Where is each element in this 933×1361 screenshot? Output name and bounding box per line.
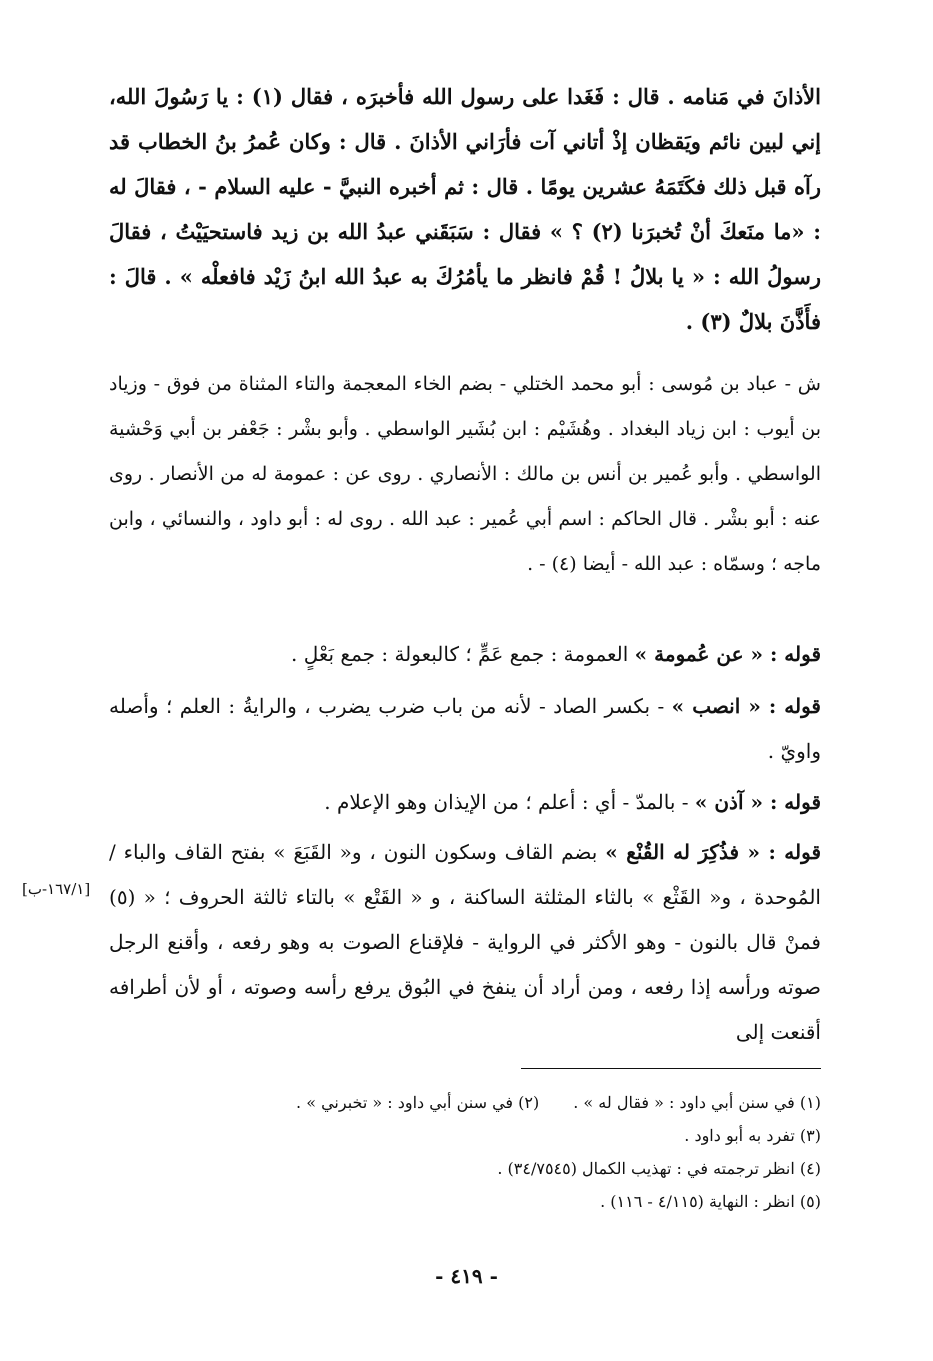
footnote: (٤) انظر ترجمته في : تهذيب الكمال (٣٤/٧٥٤٥) . [497,1159,821,1178]
commentary-text: العمومة : جمع عَمٍّ ؛ كالبعولة : جمع بَعْلٍ . [290,642,635,666]
footnote-separator [521,1068,821,1069]
footnotes [109,1086,821,1218]
commentary-lead: قوله : « انصب » [671,694,821,718]
footnote: (١) في سنن أبي داود : « فقال له » . [573,1093,821,1112]
commentary-paragraph [109,684,821,774]
commentary-text: بضم القاف وسكون النون ، و« القَبَعَ » بفتح القاف والباء / المُوحدة ، و« القَثْع » بالثاء المثلثة الساكنة ، و « القَتْع » بالتاء ثالثة الحروف ؛ « (٥) فمنْ قال بالنون - وهو الأكثر في الرواية - فلإقناع الصوت به وهو رفعه ، وأقنع الرجل صوته ورأسه إذا رفعه ، ومن أراد أن ينفخ في البُوق يرفع رأسه وصوته ، أو لأن أطرافه أقنعت إلى [109,840,821,1044]
narrator-commentary-paragraph [109,362,821,587]
footnote: (٥) انظر : النهاية (٤/١١٥ - ١١٦) . [600,1192,821,1211]
footnote: (٢) في سنن أبي داود : « تخبرني » . [296,1093,540,1112]
commentary-text: - بالمدّ - أي : أعلم ؛ من الإيذان وهو الإعلام . [324,790,695,814]
commentary-lead: قوله : « فذُكِرَ له القُنْع » [605,840,822,864]
footnote-row [109,1185,821,1218]
commentary-text: - بكسر الصاد - لأنه من باب ضرب يضرب ، والرايةُ : العلم ؛ وأصله واويّ . [109,694,821,763]
narrator-commentary-text: ش - عباد بن مُوسى : أبو محمد الختلي - بضم الخاء المعجمة والتاء المثناة من فوق - وزياد بن أيوب : ابن زياد البغداد . وهُشَيْم : ابن بُشَير الواسطي . وأبو بشْر : جَعْفر بن أبي وَحْشية الواسطي . وأبو عُمير بن أنس بن مالك : الأنصاري . روى عن : عمومة له من الأنصار . روى عنه : أبو بشْر . قال الحاكم : اسم أبي عُمير : عبد الله . روى له : أبو داود ، والنسائي ، وابن ماجه ؛ وسمّاه : عبد الله - أيضا (٤) - . [109,373,821,575]
footnote: (٣) تفرد به أبو داود . [684,1126,821,1145]
hadith-paragraph [109,74,821,344]
footnote-row [109,1152,821,1185]
page-number: - ٤١٩ - [435,1264,498,1288]
commentary-paragraph [109,830,821,1055]
commentary-lead: قوله : « آذن » [694,790,821,814]
commentary-lead: قوله : « عن عُمومة » [634,642,821,666]
footnote-row [109,1119,821,1152]
manuscript-folio-marker: [١٦٧/١-ب] [22,880,91,898]
commentary-paragraph [109,780,821,825]
hadith-text: الأذانَ في مَنامه . قال : فَغَدا على رسول الله فأخبرَه ، فقال (١) : يا رَسُولَ الله، إني لبين نائم ويَقظان إذْ أتاني آت فأرَاني الأذانَ . قال : وكان عُمرُ بنُ الخطاب قد رآه قبل ذلك فكَتَمَهُ عشرين يومًا . قال : ثم أخبره النبيَّ - عليه السلام - ، فقالَ له : «ما منَعكَ أنْ تُخبرَنا (٢) ؟ » فقال : سَبَقَني عبدُ الله بن زيد فاستحيَيْتُ ، فقالَ رسولُ الله : « يا بلالُ ! قُمْ فانظر ما يأمُرُكَ به عبدُ الله ابنُ زَيْد فافعلْه » . قالَ : فأَذَّنَ بلالٌ (٣) . [109,84,821,334]
footnote-row [109,1086,821,1119]
commentary-paragraph [109,632,821,677]
